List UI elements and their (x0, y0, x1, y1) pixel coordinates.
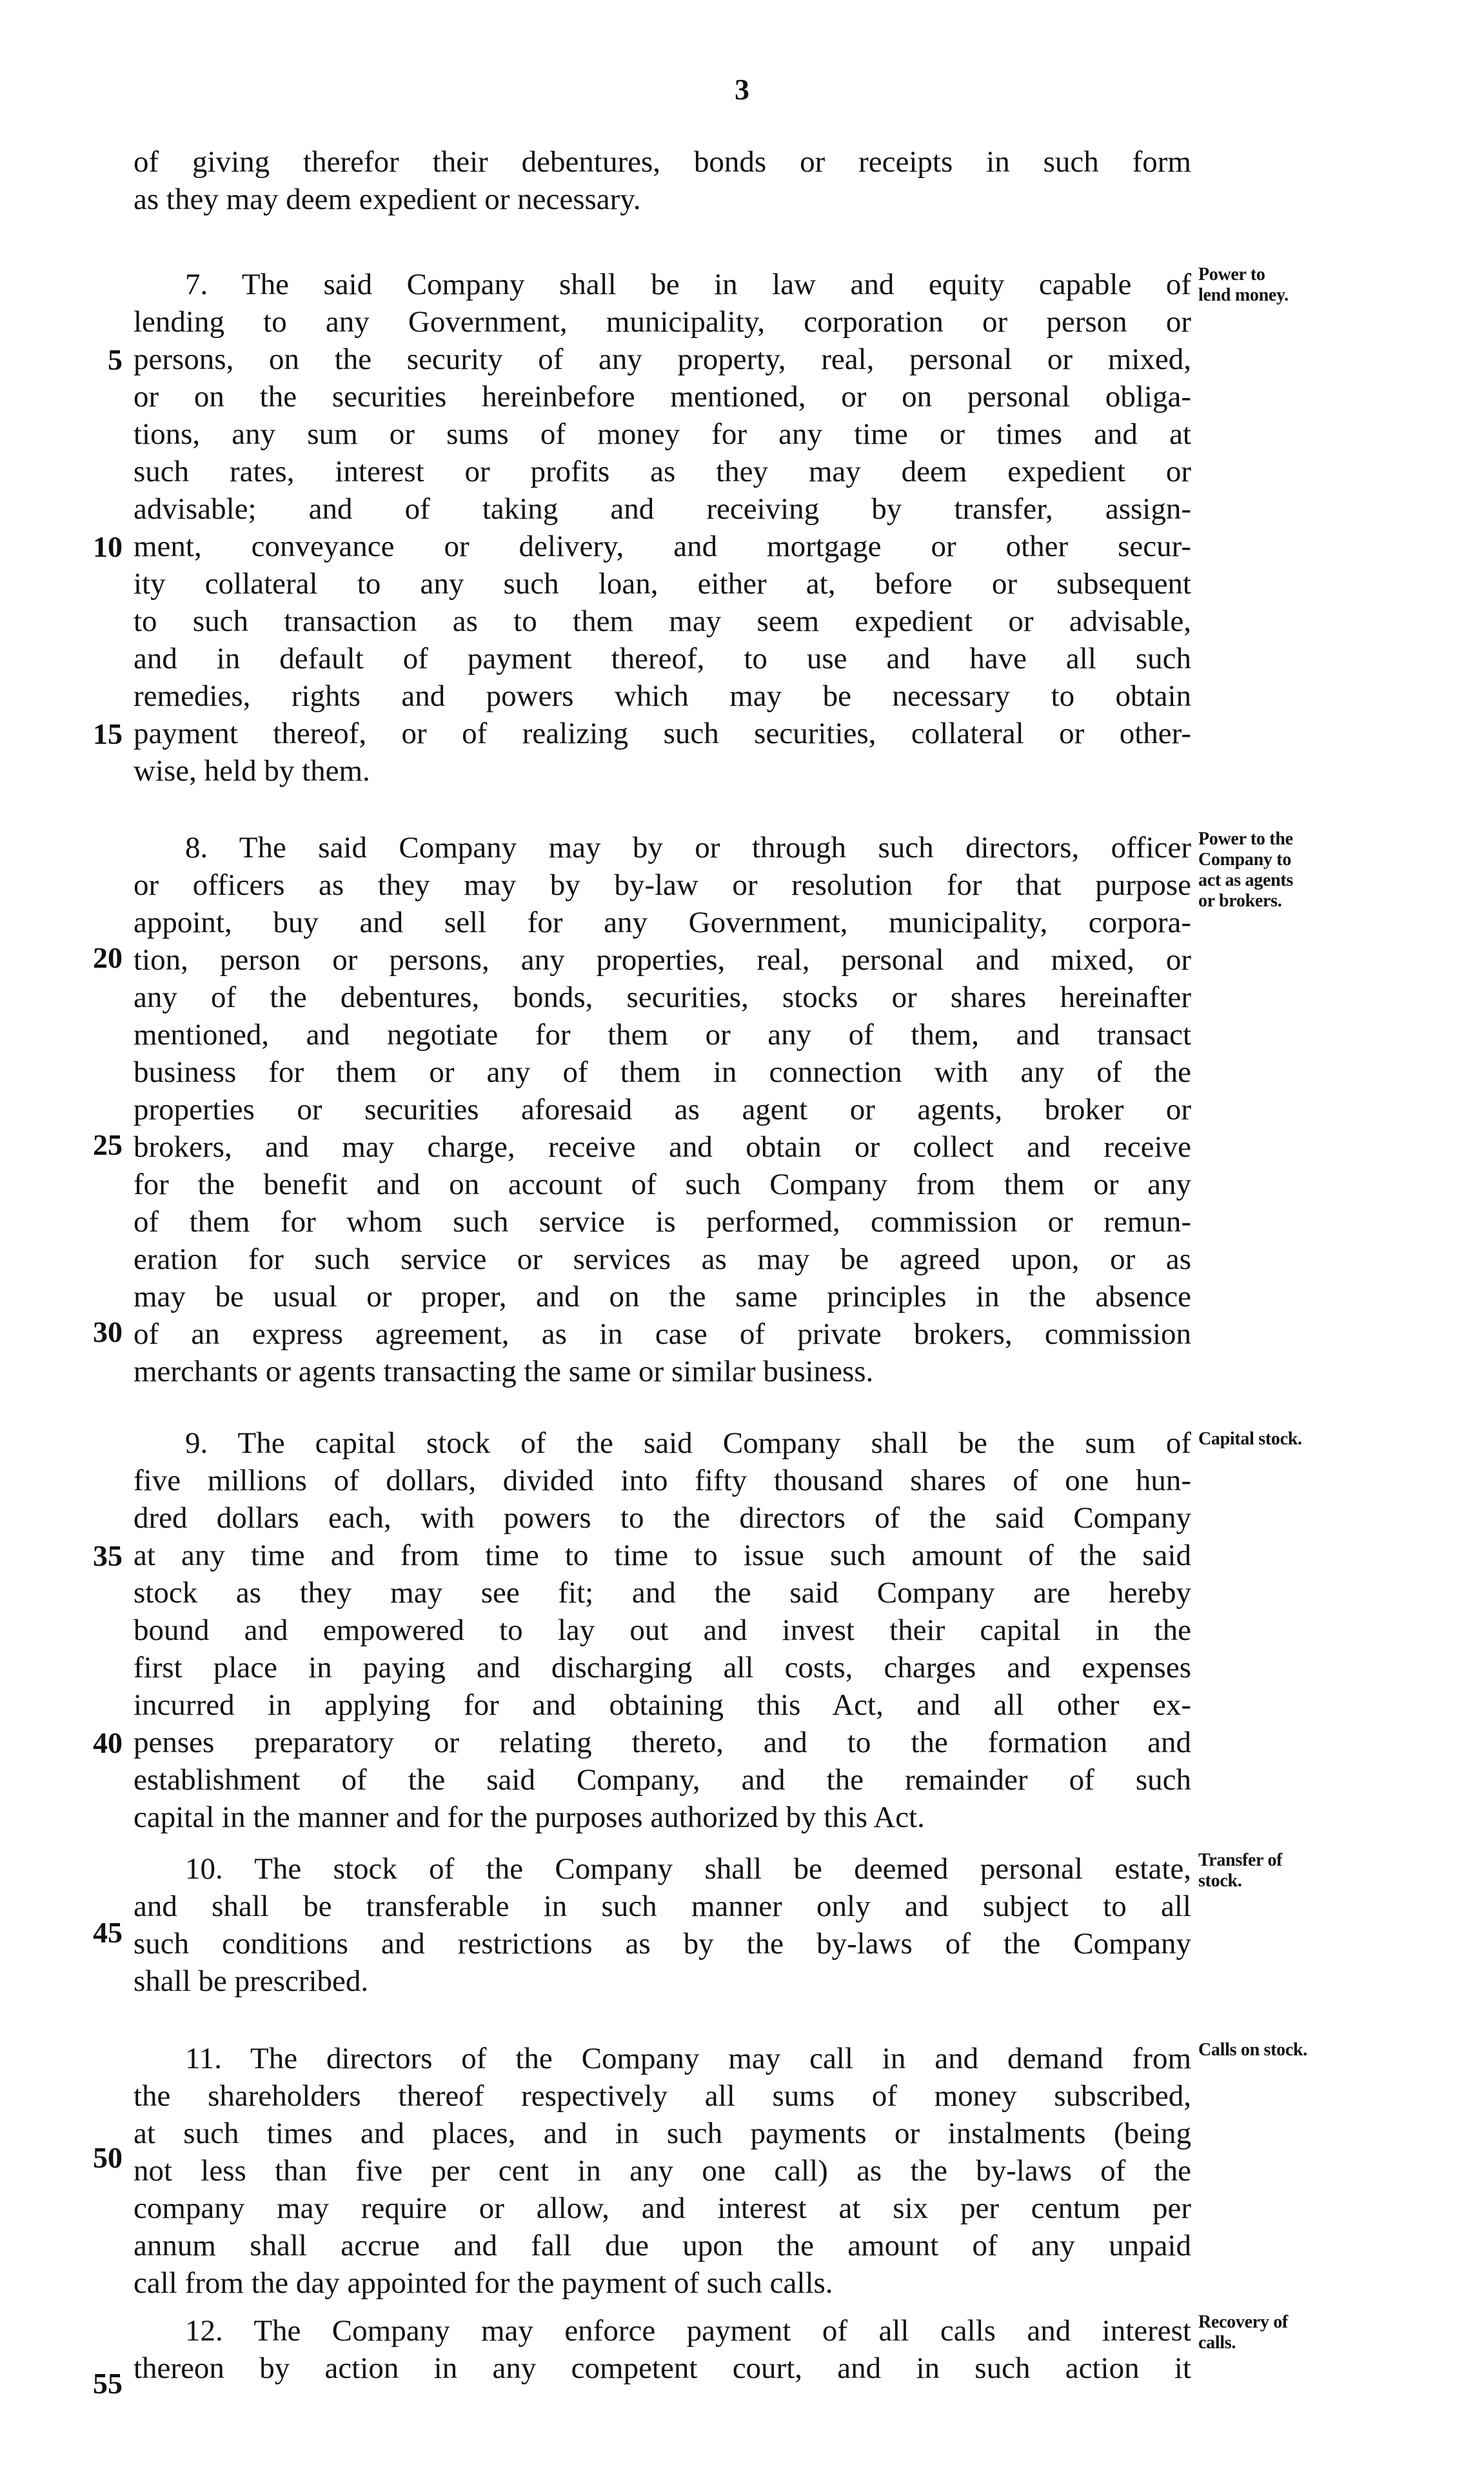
text-line: tions, any sum or sums of money for any time or times and at (134, 417, 1191, 451)
text-line: company may require or allow, and interest at six per centum per (134, 2191, 1191, 2225)
text-line: 12. The Company may enforce payment of all calls and interest (185, 2314, 1191, 2348)
text-line: the shareholders thereof respectively all sums of money subscribed, (134, 2079, 1191, 2113)
text-line: shall be prescribed. (134, 1964, 369, 1998)
text-line: remedies, rights and powers which may be necessary to obtain (134, 679, 1191, 713)
margin-note-power-to-lend: Power to lend money. (1198, 264, 1289, 305)
text-line: wise, held by them. (134, 754, 370, 788)
line-number: 25 (93, 1128, 123, 1161)
text-line: first place in paying and discharging all costs, charges and expenses (134, 1651, 1191, 1684)
margin-note-calls-on-stock: Calls on stock. (1198, 2040, 1307, 2060)
text-line: any of the debentures, bonds, securities, stocks or shares hereinafter (134, 981, 1191, 1014)
text-line: payment thereof, or of realizing such securities, collateral or other- (134, 717, 1191, 750)
text-line: at any time and from time to time to issue such amount of the said (134, 1539, 1191, 1572)
text-line: stock as they may see fit; and the said Company are hereby (134, 1576, 1191, 1610)
text-line: 11. The directors of the Company may call in and demand from (185, 2042, 1191, 2075)
line-number: 40 (93, 1726, 123, 1759)
text-line: such rates, interest or profits as they may deem expedient or (134, 455, 1191, 488)
text-line: ity collateral to any such loan, either at, before or subsequent (134, 567, 1191, 601)
text-line: establishment of the said Company, and the remainder of such (134, 1763, 1191, 1797)
line-number: 55 (93, 2367, 123, 2400)
text-line: thereon by action in any competent court, and in such action it (134, 2351, 1191, 2385)
text-line: or officers as they may by by-law or resolution for that purpose (134, 868, 1191, 902)
text-line: 8. The said Company may by or through such directors, officer (185, 831, 1191, 864)
text-line: of giving therefor their debentures, bonds or receipts in such form (134, 145, 1191, 179)
text-line: 7. The said Company shall be in law and equity capable of (185, 268, 1191, 301)
text-line: such conditions and restrictions as by the by-laws of the Company (134, 1927, 1191, 1961)
text-line: to such transaction as to them may seem expedient or advisable, (134, 604, 1191, 638)
text-line: and shall be transferable in such manner only and subject to all (134, 1890, 1191, 1923)
text-line: may be usual or proper, and on the same principles in the absence (134, 1280, 1191, 1313)
text-line: as they may deem expedient or necessary. (134, 183, 641, 216)
text-line: for the benefit and on account of such Company from them or any (134, 1168, 1191, 1201)
line-number: 20 (93, 941, 123, 974)
line-number: 15 (93, 717, 123, 750)
text-line: five millions of dollars, divided into fifty thousand shares of one hun- (134, 1464, 1191, 1497)
line-number: 10 (93, 530, 123, 563)
text-line: dred dollars each, with powers to the directors of the said Company (134, 1501, 1191, 1535)
text-line: and in default of payment thereof, to use and have all such (134, 642, 1191, 675)
margin-note-capital-stock: Capital stock. (1198, 1429, 1302, 1449)
line-number: 5 (108, 343, 123, 376)
text-line: or on the securities hereinbefore mentioned, or on personal obliga- (134, 380, 1191, 414)
margin-note-transfer-of-stock: Transfer of stock. (1198, 1850, 1283, 1891)
text-line: advisable; and of taking and receiving by transfer, assign- (134, 492, 1191, 526)
text-line: capital in the manner and for the purposes authorized by this Act. (134, 1801, 925, 1834)
text-line: of an express agreement, as in case of private brokers, commission (134, 1317, 1191, 1351)
text-line: of them for whom such service is performed, commission or remun- (134, 1205, 1191, 1239)
text-line: annum shall accrue and fall due upon the amount of any unpaid (134, 2229, 1191, 2262)
line-number: 35 (93, 1539, 123, 1572)
text-line: at such times and places, and in such payments or instalments (being (134, 2117, 1191, 2150)
text-line: mentioned, and negotiate for them or any of them, and transact (134, 1018, 1191, 1052)
text-line: lending to any Government, municipality, corporation or person or (134, 305, 1191, 339)
text-line: appoint, buy and sell for any Government, municipality, corpora- (134, 906, 1191, 939)
text-line: penses preparatory or relating thereto, and to the formation and (134, 1726, 1191, 1759)
text-line: 10. The stock of the Company shall be deemed personal estate, (185, 1852, 1191, 1886)
line-number: 45 (93, 1916, 123, 1949)
text-line: merchants or agents transacting the same or similar business. (134, 1355, 874, 1388)
text-line: bound and empowered to lay out and invest their capital in the (134, 1613, 1191, 1647)
text-line: persons, on the security of any property, real, personal or mixed, (134, 343, 1191, 376)
text-line: not less than five per cent in any one call) as the by-laws of the (134, 2154, 1191, 2188)
line-number: 50 (93, 2141, 123, 2174)
page-number: 3 (735, 73, 749, 106)
text-line: brokers, and may charge, receive and obtain or collect and receive (134, 1130, 1191, 1164)
margin-note-recovery-of-calls: Recovery of calls. (1198, 2312, 1288, 2353)
text-line: incurred in applying for and obtaining this Act, and all other ex- (134, 1688, 1191, 1722)
text-line: call from the day appointed for the payment of such calls. (134, 2266, 833, 2300)
text-line: business for them or any of them in connection with any of the (134, 1055, 1191, 1089)
line-number: 30 (93, 1315, 123, 1348)
text-line: ment, conveyance or delivery, and mortgage or other secur- (134, 530, 1191, 563)
text-line: properties or securities aforesaid as agent or agents, broker or (134, 1093, 1191, 1126)
text-line: 9. The capital stock of the said Company shall be the sum of (185, 1426, 1191, 1460)
text-line: eration for such service or services as may be agreed upon, or as (134, 1242, 1191, 1276)
text-line: tion, person or persons, any properties, real, personal and mixed, or (134, 943, 1191, 977)
margin-note-power-as-agents: Power to the Company to act as agents or brokers. (1198, 829, 1293, 911)
